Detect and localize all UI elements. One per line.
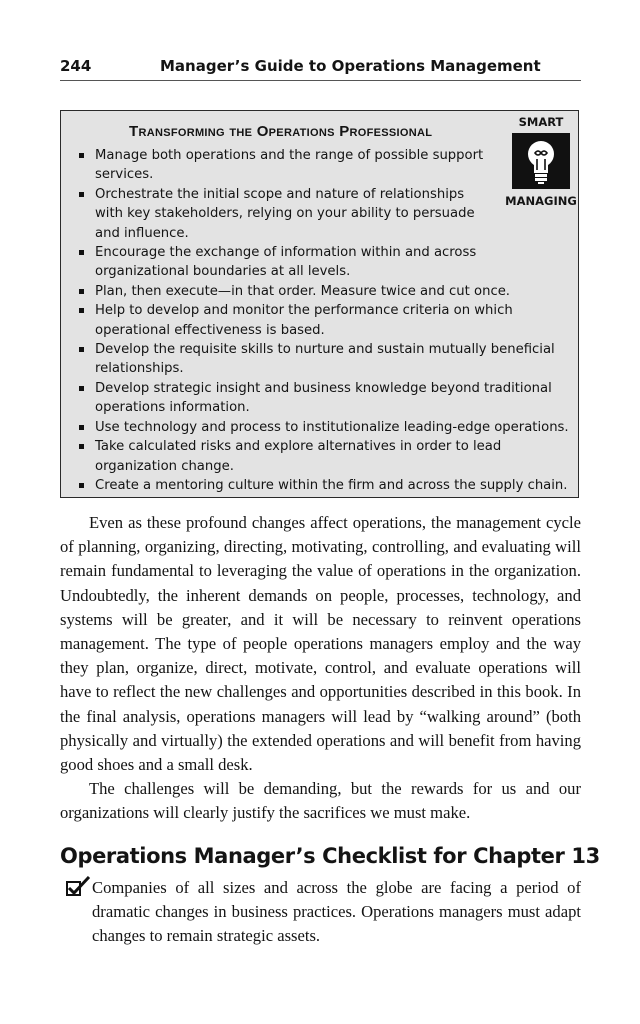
body-text	[60, 511, 581, 826]
sidebar-list	[79, 146, 569, 495]
sidebar-title: Transforming the Operations Professional	[129, 123, 433, 140]
paragraph: Even as these profound changes affect operations, the management cycle of planning, organizing, directing, motivating, controlling, and evaluating will remain fundamental to leveraging the value of operations in the organization. Undoubtedly, the inherent demands on people, processes, technology, and systems will be greater, and it will be necessary to reinvent operations management. The type of people operations managers employ and the way they plan, organize, direct, motivate, control, and evaluate operations will have to reflect the new challenges and opportunities described in this book. In the final analysis, operations managers will lead by “walking around” (both physically and virtually) the extended operations and will benefit from having good shoes and a small desk.	[60, 513, 581, 775]
checklist-item-text: Companies of all sizes and across the globe are facing a period of dramatic changes in business practices. Operations managers must adapt changes to remain strategic assets.	[92, 878, 581, 946]
page-number: 244	[60, 57, 92, 75]
running-title: Manager’s Guide to Operations Management	[160, 57, 541, 75]
badge-top-label: SMART	[518, 115, 564, 129]
checklist-item	[60, 876, 581, 949]
list-item: Develop strategic insight and business knowledge beyond traditional operations information.	[79, 379, 569, 418]
checkbox-check-icon	[66, 876, 92, 903]
list-item: Take calculated risks and explore alternatives in order to lead organization change.	[79, 437, 569, 476]
list-item: Manage both operations and the range of possible support services.	[79, 146, 495, 185]
list-item: Develop the requisite skills to nurture and sustain mutually beneficial relationships.	[79, 340, 569, 379]
badge-bottom-label: MANAGING	[505, 194, 577, 208]
sidebar-box	[60, 110, 579, 498]
list-item: Plan, then execute—in that order. Measure twice and cut once.	[79, 282, 569, 301]
list-item: Orchestrate the initial scope and nature of relationships with key stakeholders, relying on your ability to persuade and influence.	[79, 185, 495, 243]
list-item: Use technology and process to institutionalize leading-edge operations.	[79, 418, 569, 437]
list-item: Create a mentoring culture within the firm and across the supply chain.	[79, 476, 569, 495]
list-item: Encourage the exchange of information within and across organizational boundaries at all levels.	[79, 243, 569, 282]
paragraph: The challenges will be demanding, but the rewards for us and our organizations will clearly justify the sacrifices we must make.	[60, 779, 581, 823]
list-item: Help to develop and monitor the performance criteria on which operational effectiveness is based.	[79, 301, 569, 340]
running-header	[60, 56, 581, 81]
checklist-heading: Operations Manager’s Checklist for Chapter 13	[60, 844, 600, 868]
